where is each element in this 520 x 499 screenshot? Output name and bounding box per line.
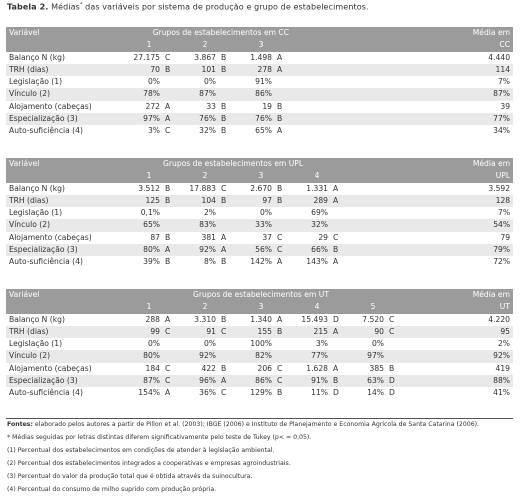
cell-letter: B — [219, 195, 233, 207]
cell-letter: C — [219, 326, 233, 338]
row-label: Balanço N (kg) — [9, 52, 65, 62]
cell-value: 56% — [233, 244, 275, 256]
cell-letter — [331, 350, 345, 362]
table-row — [6, 125, 513, 137]
cell-value: 7.520 — [362, 314, 384, 324]
cell-value: 206 — [257, 363, 272, 373]
title-sup: * — [79, 2, 83, 8]
cell-value: 215 — [289, 326, 331, 338]
cell-media: 128 — [345, 195, 513, 207]
cell-letter: B — [163, 195, 177, 207]
cell-letter: B — [277, 388, 283, 398]
header-grupos: Grupos de estabelecimentos em CC — [121, 27, 289, 39]
cell-letter: B — [221, 314, 227, 324]
header-col-3: 3 — [233, 39, 289, 51]
row-label: Alojamento (cabeças) — [9, 363, 92, 373]
header-row-top — [6, 289, 513, 301]
cell-letter: B — [221, 363, 227, 373]
cell-media: 92% — [401, 350, 513, 362]
cell-value: 33 — [206, 101, 216, 111]
cell-letter: C — [333, 232, 339, 242]
cell-letter: A — [221, 232, 227, 242]
cell-value: 87% — [177, 88, 219, 100]
cell-value: 0% — [203, 77, 216, 87]
cell-letter: C — [165, 363, 171, 373]
header-col-1: 1 — [121, 39, 177, 51]
cell-media: 88% — [401, 375, 513, 387]
header-row-top — [6, 27, 513, 39]
header-col-2: 2 — [177, 301, 233, 313]
cell-letter: A — [219, 375, 233, 387]
row-label: Alojamento (cabeças) — [9, 232, 92, 242]
cell-media: 2% — [497, 339, 510, 349]
cell-letter: A — [163, 113, 177, 125]
header-col-4: 4 — [289, 170, 345, 182]
row-label: TRH (dias) — [6, 64, 121, 76]
row-label: Balanço N (kg) — [9, 183, 65, 193]
table-row — [6, 101, 513, 113]
cell-value: 87% — [121, 375, 163, 387]
header-col-2: 2 — [177, 170, 233, 182]
row-label: TRH (dias) — [6, 326, 121, 338]
cell-letter — [219, 88, 233, 100]
cell-letter — [219, 207, 233, 219]
title-text: Médias — [51, 2, 80, 12]
footnote-note: (3) Percentual do valor da produção total que é obtida através da suinocultura. — [7, 473, 253, 480]
table-section-cc — [6, 27, 513, 138]
cell-letter: B — [165, 257, 171, 267]
cell-value: 65% — [121, 219, 163, 231]
table-row — [6, 314, 513, 326]
footnote-fontes-text: elaborado pelos autores a partir de Pillon et al. (2003); IBGE (2006) e Instituto de Planejamento e Economia Agrícola de Santa Catarina (2006). — [34, 421, 480, 428]
table-row — [6, 183, 513, 195]
cell-letter: B — [221, 101, 227, 111]
cell-letter: C — [277, 363, 283, 373]
cell-letter — [219, 350, 233, 362]
cell-value: 78% — [121, 88, 163, 100]
cell-value: 142% — [250, 257, 272, 267]
cell-value: 184 — [145, 363, 160, 373]
cell-letter: C — [163, 375, 177, 387]
cell-value: 87 — [150, 232, 160, 242]
header-grupos: Grupos de estabelecimentos em UPL — [121, 158, 345, 170]
row-label: Vínculo (2) — [6, 219, 121, 231]
row-label: Legislação (1) — [9, 339, 63, 349]
row-label: Legislação (1) — [9, 77, 63, 87]
cell-value: 33% — [233, 219, 275, 231]
cell-letter: D — [333, 388, 339, 398]
table-row — [6, 52, 513, 64]
cell-value: 27.175 — [133, 52, 160, 62]
table-row — [6, 256, 513, 268]
cell-letter: B — [163, 64, 177, 76]
cell-value: 381 — [201, 232, 216, 242]
table-row — [6, 64, 513, 76]
table-section-upl — [6, 158, 513, 269]
cell-letter: C — [389, 314, 395, 324]
cell-value: 125 — [121, 195, 163, 207]
cell-value: 3.512 — [138, 183, 160, 193]
cell-letter: C — [221, 183, 227, 193]
cell-value: 76% — [233, 113, 275, 125]
cell-value: 154% — [138, 388, 160, 398]
cell-letter — [219, 338, 233, 350]
table-row — [6, 207, 513, 219]
table-row — [6, 375, 513, 387]
cell-media: 7% — [497, 77, 511, 87]
cell-value: 77% — [289, 350, 331, 362]
table-row — [6, 338, 513, 350]
header-media-line1: Média em — [345, 158, 513, 170]
cell-value: 32% — [289, 219, 331, 231]
cell-value: 17.883 — [189, 183, 216, 193]
header-grupos: Grupos de estabelecimentos em UT — [121, 289, 401, 301]
cell-media: 3.592 — [488, 183, 511, 193]
cell-media: 79% — [345, 244, 513, 256]
cell-media: 54% — [345, 219, 513, 231]
cell-value: 129% — [250, 388, 272, 398]
header-variavel: Variável — [6, 289, 121, 314]
header-media-line2: CC — [289, 39, 513, 51]
cell-value: 86% — [233, 88, 275, 100]
header-media-line1: Média em — [289, 27, 513, 39]
cell-letter — [275, 88, 289, 100]
header-media-line1: Média em — [401, 289, 513, 301]
header-col-3: 3 — [233, 170, 289, 182]
title-prefix: Tabela 2. — [7, 2, 49, 12]
cell-letter: C — [275, 244, 289, 256]
cell-letter: A — [277, 257, 283, 267]
cell-value: 1.628 — [306, 363, 328, 373]
header-variavel: Variável — [6, 27, 121, 52]
cell-media: 41% — [493, 388, 510, 398]
cell-letter — [163, 338, 177, 350]
cell-value: 69% — [311, 208, 328, 218]
row-label: Auto-suficiência (4) — [9, 388, 83, 398]
cell-value: 92% — [177, 350, 219, 362]
cell-letter — [275, 219, 289, 231]
cell-value: 97% — [345, 350, 387, 362]
cell-letter: B — [275, 195, 289, 207]
cell-value: 80% — [121, 244, 163, 256]
cell-letter: A — [333, 257, 339, 267]
cell-letter: A — [333, 363, 339, 373]
row-label: TRH (dias) — [6, 195, 121, 207]
table-section-ut — [6, 289, 513, 400]
cell-value: 90 — [345, 326, 387, 338]
cell-letter: A — [275, 64, 289, 76]
row-label: Especialização (3) — [6, 113, 121, 125]
cell-media: 4.440 — [488, 52, 511, 62]
cell-value: 86% — [233, 375, 275, 387]
cell-value: 422 — [201, 363, 216, 373]
cell-value: 8% — [203, 257, 216, 267]
cell-value: 76% — [177, 113, 219, 125]
header-row-top — [6, 158, 513, 170]
cell-value: 0% — [147, 77, 160, 87]
cell-media: 87% — [289, 88, 513, 100]
cell-value: 97% — [121, 113, 163, 125]
cell-media: 77% — [289, 113, 513, 125]
header-col-1: 1 — [121, 301, 177, 313]
cell-media: 419 — [495, 363, 510, 373]
cell-letter: B — [165, 183, 171, 193]
cell-letter: B — [221, 257, 227, 267]
cell-letter: C — [275, 375, 289, 387]
cell-value: 3% — [147, 126, 160, 136]
row-label: Alojamento (cabeças) — [9, 101, 92, 111]
row-label: Legislação (1) — [9, 208, 63, 218]
footnote-fontes — [7, 421, 479, 428]
cell-value: 143% — [306, 257, 328, 267]
table-row — [6, 88, 513, 100]
table-row — [6, 232, 513, 244]
cell-value: 2.670 — [250, 183, 272, 193]
cell-letter: C — [277, 232, 283, 242]
row-label: Auto-suficiência (4) — [9, 257, 83, 267]
table-row — [6, 244, 513, 256]
cell-value: 278 — [233, 64, 275, 76]
cell-value: 15.493 — [301, 314, 328, 324]
footnote-note: (2) Percentual dos estabelecimentos integrados a cooperativas e empresas agroindustriais. — [7, 460, 291, 467]
header-col-2: 2 — [177, 39, 233, 51]
cell-value: 3% — [315, 339, 328, 349]
cell-value: 97 — [233, 195, 275, 207]
table-row — [6, 387, 513, 399]
cell-value: 0% — [203, 339, 216, 349]
cell-value: 0% — [259, 208, 272, 218]
footnote-fontes-label: Fontes: — [7, 421, 33, 428]
cell-letter: C — [387, 326, 401, 338]
table-row — [6, 219, 513, 231]
cell-value: 104 — [177, 195, 219, 207]
cell-value: 39% — [143, 257, 160, 267]
cell-letter: A — [333, 183, 339, 193]
cell-value: 11% — [311, 388, 328, 398]
cell-letter: B — [219, 113, 233, 125]
cell-media: 95 — [401, 326, 513, 338]
cell-letter: D — [387, 375, 401, 387]
cell-value: 289 — [289, 195, 331, 207]
row-label: Balanço N (kg) — [9, 314, 65, 324]
cell-value: 3.867 — [194, 52, 216, 62]
cell-letter — [275, 76, 289, 88]
cell-letter: B — [165, 232, 171, 242]
cell-value: 0% — [147, 339, 160, 349]
cell-media: 4.220 — [488, 314, 510, 324]
row-label: Vínculo (2) — [6, 88, 121, 100]
cell-letter: A — [163, 244, 177, 256]
cell-value: 82% — [233, 350, 275, 362]
cell-letter — [387, 350, 401, 362]
cell-letter: B — [219, 64, 233, 76]
header-col-1: 1 — [121, 170, 177, 182]
footnote-note: (4) Percentual do consumo de milho suprido com produção própria. — [7, 486, 217, 493]
cell-letter: A — [165, 388, 171, 398]
row-label: Especialização (3) — [6, 244, 121, 256]
cell-letter: B — [221, 52, 227, 62]
cell-letter: C — [163, 326, 177, 338]
cell-letter: A — [277, 314, 283, 324]
row-label: Vínculo (2) — [6, 350, 121, 362]
cell-media: 72% — [493, 257, 511, 267]
cell-letter — [163, 219, 177, 231]
table-title — [7, 2, 369, 12]
table-row — [6, 76, 513, 88]
cell-value: 37 — [262, 232, 272, 242]
cell-letter: D — [389, 388, 395, 398]
cell-letter — [163, 88, 177, 100]
cell-value: 1.331 — [306, 183, 328, 193]
cell-value: 91 — [177, 326, 219, 338]
cell-letter — [163, 76, 177, 88]
cell-media: 39 — [500, 101, 511, 111]
cell-letter — [163, 350, 177, 362]
cell-letter: B — [277, 183, 283, 193]
row-label: Auto-suficiência (4) — [9, 126, 83, 136]
cell-letter — [275, 350, 289, 362]
cell-letter: B — [275, 326, 289, 338]
cell-value: 32% — [199, 126, 216, 136]
cell-letter: A — [219, 244, 233, 256]
footnote-note: (1) Percentual dos estabelecimentos em condições de atender à legislação ambiental. — [7, 447, 275, 454]
cell-letter: C — [221, 388, 227, 398]
cell-letter — [275, 338, 289, 350]
cell-value: 83% — [177, 219, 219, 231]
cell-value: 1.498 — [250, 52, 272, 62]
cell-letter — [331, 219, 345, 231]
cell-letter — [331, 207, 345, 219]
cell-letter: A — [277, 126, 283, 136]
cell-letter — [387, 338, 401, 350]
cell-value: 272 — [145, 101, 160, 111]
header-col-4: 4 — [289, 301, 345, 313]
table-row — [6, 195, 513, 207]
cell-value: 70 — [121, 64, 163, 76]
cell-letter: B — [389, 363, 395, 373]
header-media-line2: UT — [401, 301, 513, 313]
cell-letter: A — [277, 52, 283, 62]
row-label: Especialização (3) — [6, 375, 121, 387]
cell-letter: A — [331, 326, 345, 338]
header-media-line2: UPL — [345, 170, 513, 182]
cell-value: 2% — [203, 208, 216, 218]
cell-value: 91% — [255, 77, 272, 87]
cell-letter: A — [165, 101, 171, 111]
footnote-note: * Médias seguidas por letras distintas diferem significativamente pelo teste de Tukey (p< = 0,05). — [7, 434, 312, 441]
cell-value: 14% — [367, 388, 384, 398]
cell-media: 79 — [500, 232, 511, 242]
cell-letter: B — [221, 126, 227, 136]
cell-letter — [219, 76, 233, 88]
cell-letter — [219, 219, 233, 231]
cell-value: 63% — [345, 375, 387, 387]
cell-letter: A — [165, 314, 171, 324]
cell-value: 155 — [233, 326, 275, 338]
cell-value: 288 — [145, 314, 160, 324]
header-variavel: Variável — [6, 158, 121, 183]
cell-value: 92% — [177, 244, 219, 256]
cell-value: 91% — [289, 375, 331, 387]
cell-letter — [331, 338, 345, 350]
cell-letter: B — [275, 113, 289, 125]
cell-value: 99 — [121, 326, 163, 338]
cell-letter: B — [277, 101, 283, 111]
cell-media: 7% — [498, 208, 511, 218]
cell-letter — [163, 207, 177, 219]
cell-letter: A — [331, 195, 345, 207]
cell-letter: C — [165, 126, 171, 136]
cell-value: 96% — [177, 375, 219, 387]
cell-letter: B — [331, 375, 345, 387]
cell-value: 29 — [318, 232, 328, 242]
table-row — [6, 326, 513, 338]
header-col-5: 5 — [345, 301, 401, 313]
cell-value: 0,1% — [140, 208, 160, 218]
cell-media: 114 — [289, 64, 513, 76]
cell-letter — [275, 207, 289, 219]
cell-value: 36% — [199, 388, 216, 398]
cell-value: 101 — [177, 64, 219, 76]
cell-letter: B — [331, 244, 345, 256]
cell-value: 3.310 — [194, 314, 216, 324]
table-row — [6, 350, 513, 362]
cell-value: 65% — [255, 126, 272, 136]
cell-letter: C — [165, 52, 171, 62]
cell-letter: D — [333, 314, 339, 324]
cell-value: 385 — [369, 363, 384, 373]
cell-value: 19 — [262, 101, 272, 111]
cell-value: 66% — [289, 244, 331, 256]
cell-value: 80% — [121, 350, 163, 362]
cell-media: 34% — [493, 126, 511, 136]
header-col-3: 3 — [233, 301, 289, 313]
bottom-rule — [6, 418, 513, 419]
table-row — [6, 113, 513, 125]
title-rest: das variáveis por sistema de produção e grupo de estabelecimentos. — [85, 2, 369, 12]
table-row — [6, 363, 513, 375]
cell-value: 1.340 — [250, 314, 272, 324]
cell-value: 0% — [371, 339, 384, 349]
cell-value: 100% — [250, 339, 272, 349]
